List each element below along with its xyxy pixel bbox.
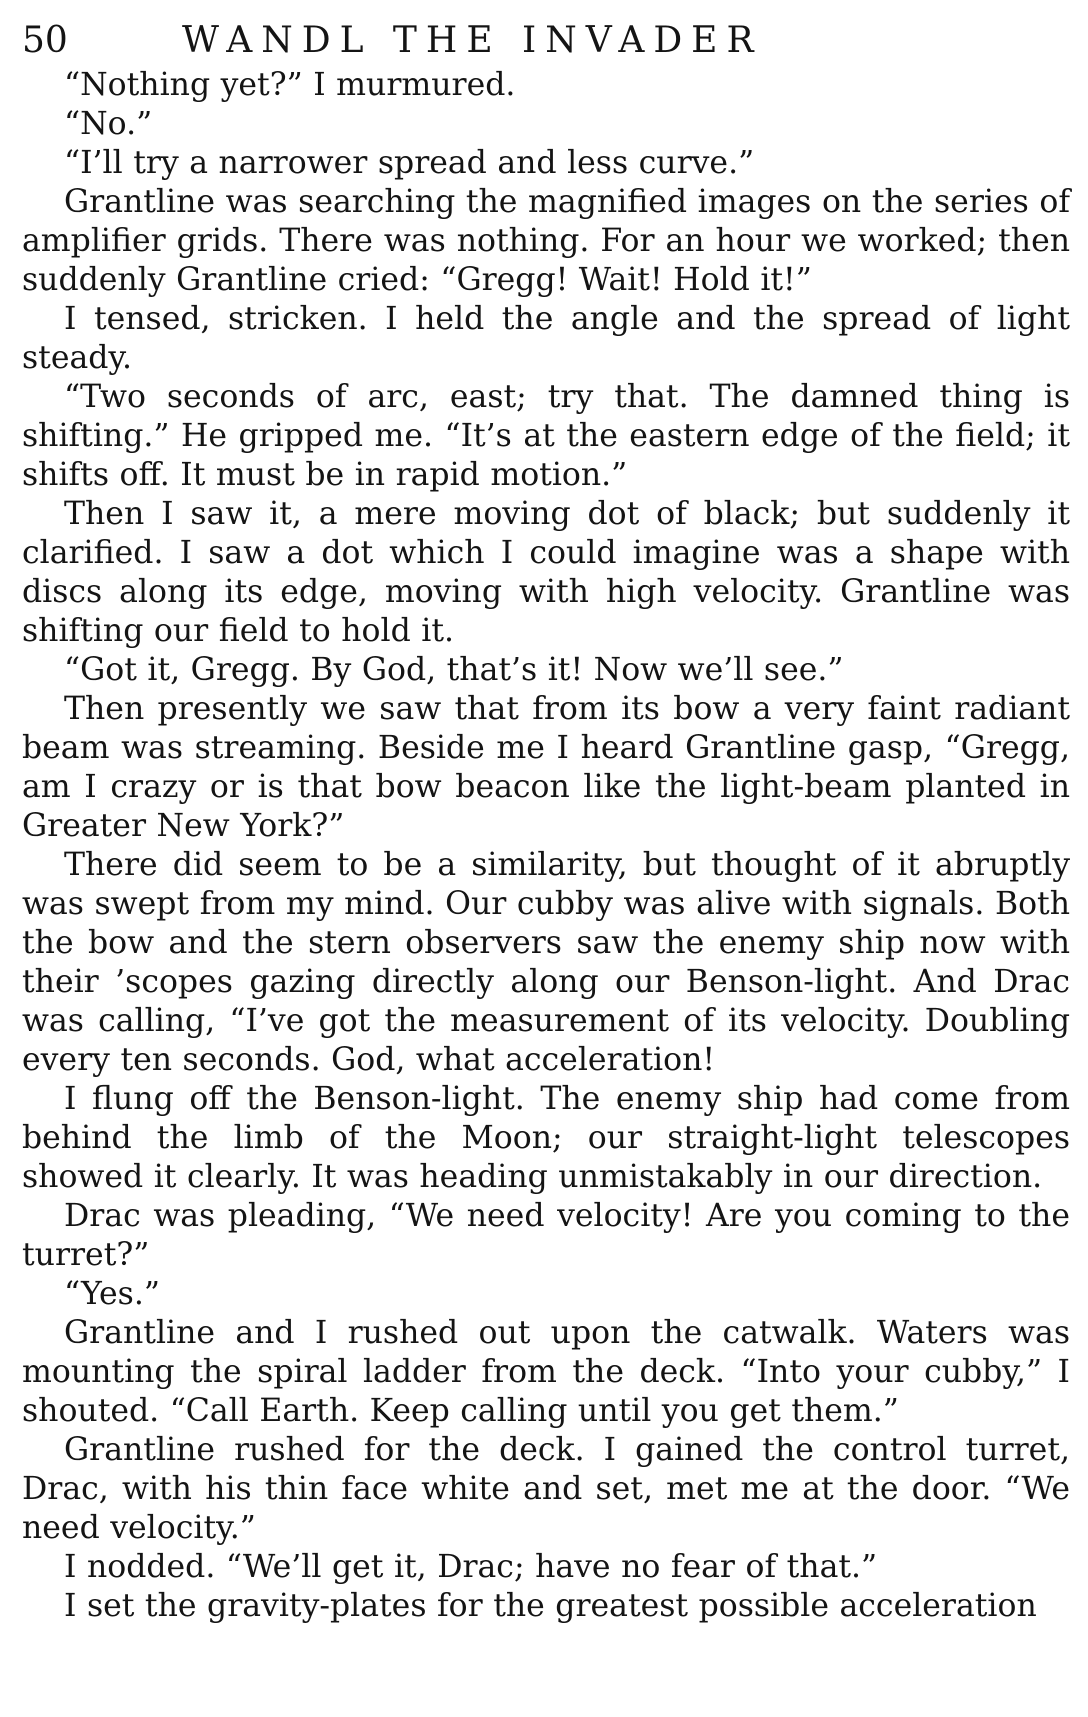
paragraph: “No.” (64, 106, 153, 142)
paragraph: Then presently we saw that from its bow a very faint radiant beam was streaming. Beside me I heard Grantline gasp, “Gregg, am I crazy or is that bow beacon like the light-beam planted in Greater New York?” (22, 691, 1070, 844)
book-page (22, 18, 1070, 1626)
running-title: WANDL THE INVADER (182, 20, 763, 61)
paragraph: I tensed, stricken. I held the angle and the spread of light steady. (22, 301, 1070, 376)
paragraph: I nodded. “We’ll get it, Drac; have no fear of that.” (64, 1549, 878, 1585)
paragraph: “Got it, Gregg. By God, that’s it! Now we’ll see.” (64, 652, 844, 688)
body-text (22, 66, 1070, 1626)
paragraph: I set the gravity-plates for the greatest possible acceleration (64, 1588, 1037, 1624)
paragraph: Drac was pleading, “We need velocity! Are you coming to the turret?” (22, 1198, 1070, 1273)
paragraph: Then I saw it, a mere moving dot of black; but suddenly it clarified. I saw a dot which I could imagine was a shape with discs along its edge, moving with high velocity. Grantline was shifting our field to hold it. (22, 496, 1070, 649)
paragraph: I flung off the Benson-light. The enemy ship had come from behind the limb of the Moon; our straight-light telescopes showed it clearly. It was heading unmistakably in our direction. (22, 1081, 1070, 1195)
paragraph: There did seem to be a similarity, but thought of it abruptly was swept from my mind. Our cubby was alive with signals. Both the bow and the stern observers saw the enemy ship now with their ’scopes gazing directly along our Benson-light. And Drac was calling, “I’ve got the measurement of its velocity. Doubling every ten seconds. God, what acceleration! (22, 847, 1070, 1078)
page-number: 50 (22, 20, 68, 61)
paragraph: Grantline and I rushed out upon the catwalk. Waters was mounting the spiral ladder from the deck. “Into your cubby,” I shouted. “Call Earth. Keep calling until you get them.” (22, 1315, 1070, 1429)
page-header (22, 18, 1070, 64)
paragraph: “I’ll try a narrower spread and less curve.” (64, 145, 755, 181)
paragraph: Grantline rushed for the deck. I gained the control turret, Drac, with his thin face white and set, met me at the door. “We need velocity.” (22, 1432, 1070, 1546)
paragraph: “Nothing yet?” I murmured. (64, 67, 516, 103)
paragraph: Grantline was searching the magnified images on the series of amplifier grids. There was nothing. For an hour we worked; then suddenly Grantline cried: “Gregg! Wait! Hold it!” (22, 184, 1070, 298)
paragraph: “Two seconds of arc, east; try that. The damned thing is shifting.” He gripped me. “It’s at the eastern edge of the field; it shifts off. It must be in rapid motion.” (22, 379, 1070, 493)
paragraph: “Yes.” (64, 1276, 160, 1312)
